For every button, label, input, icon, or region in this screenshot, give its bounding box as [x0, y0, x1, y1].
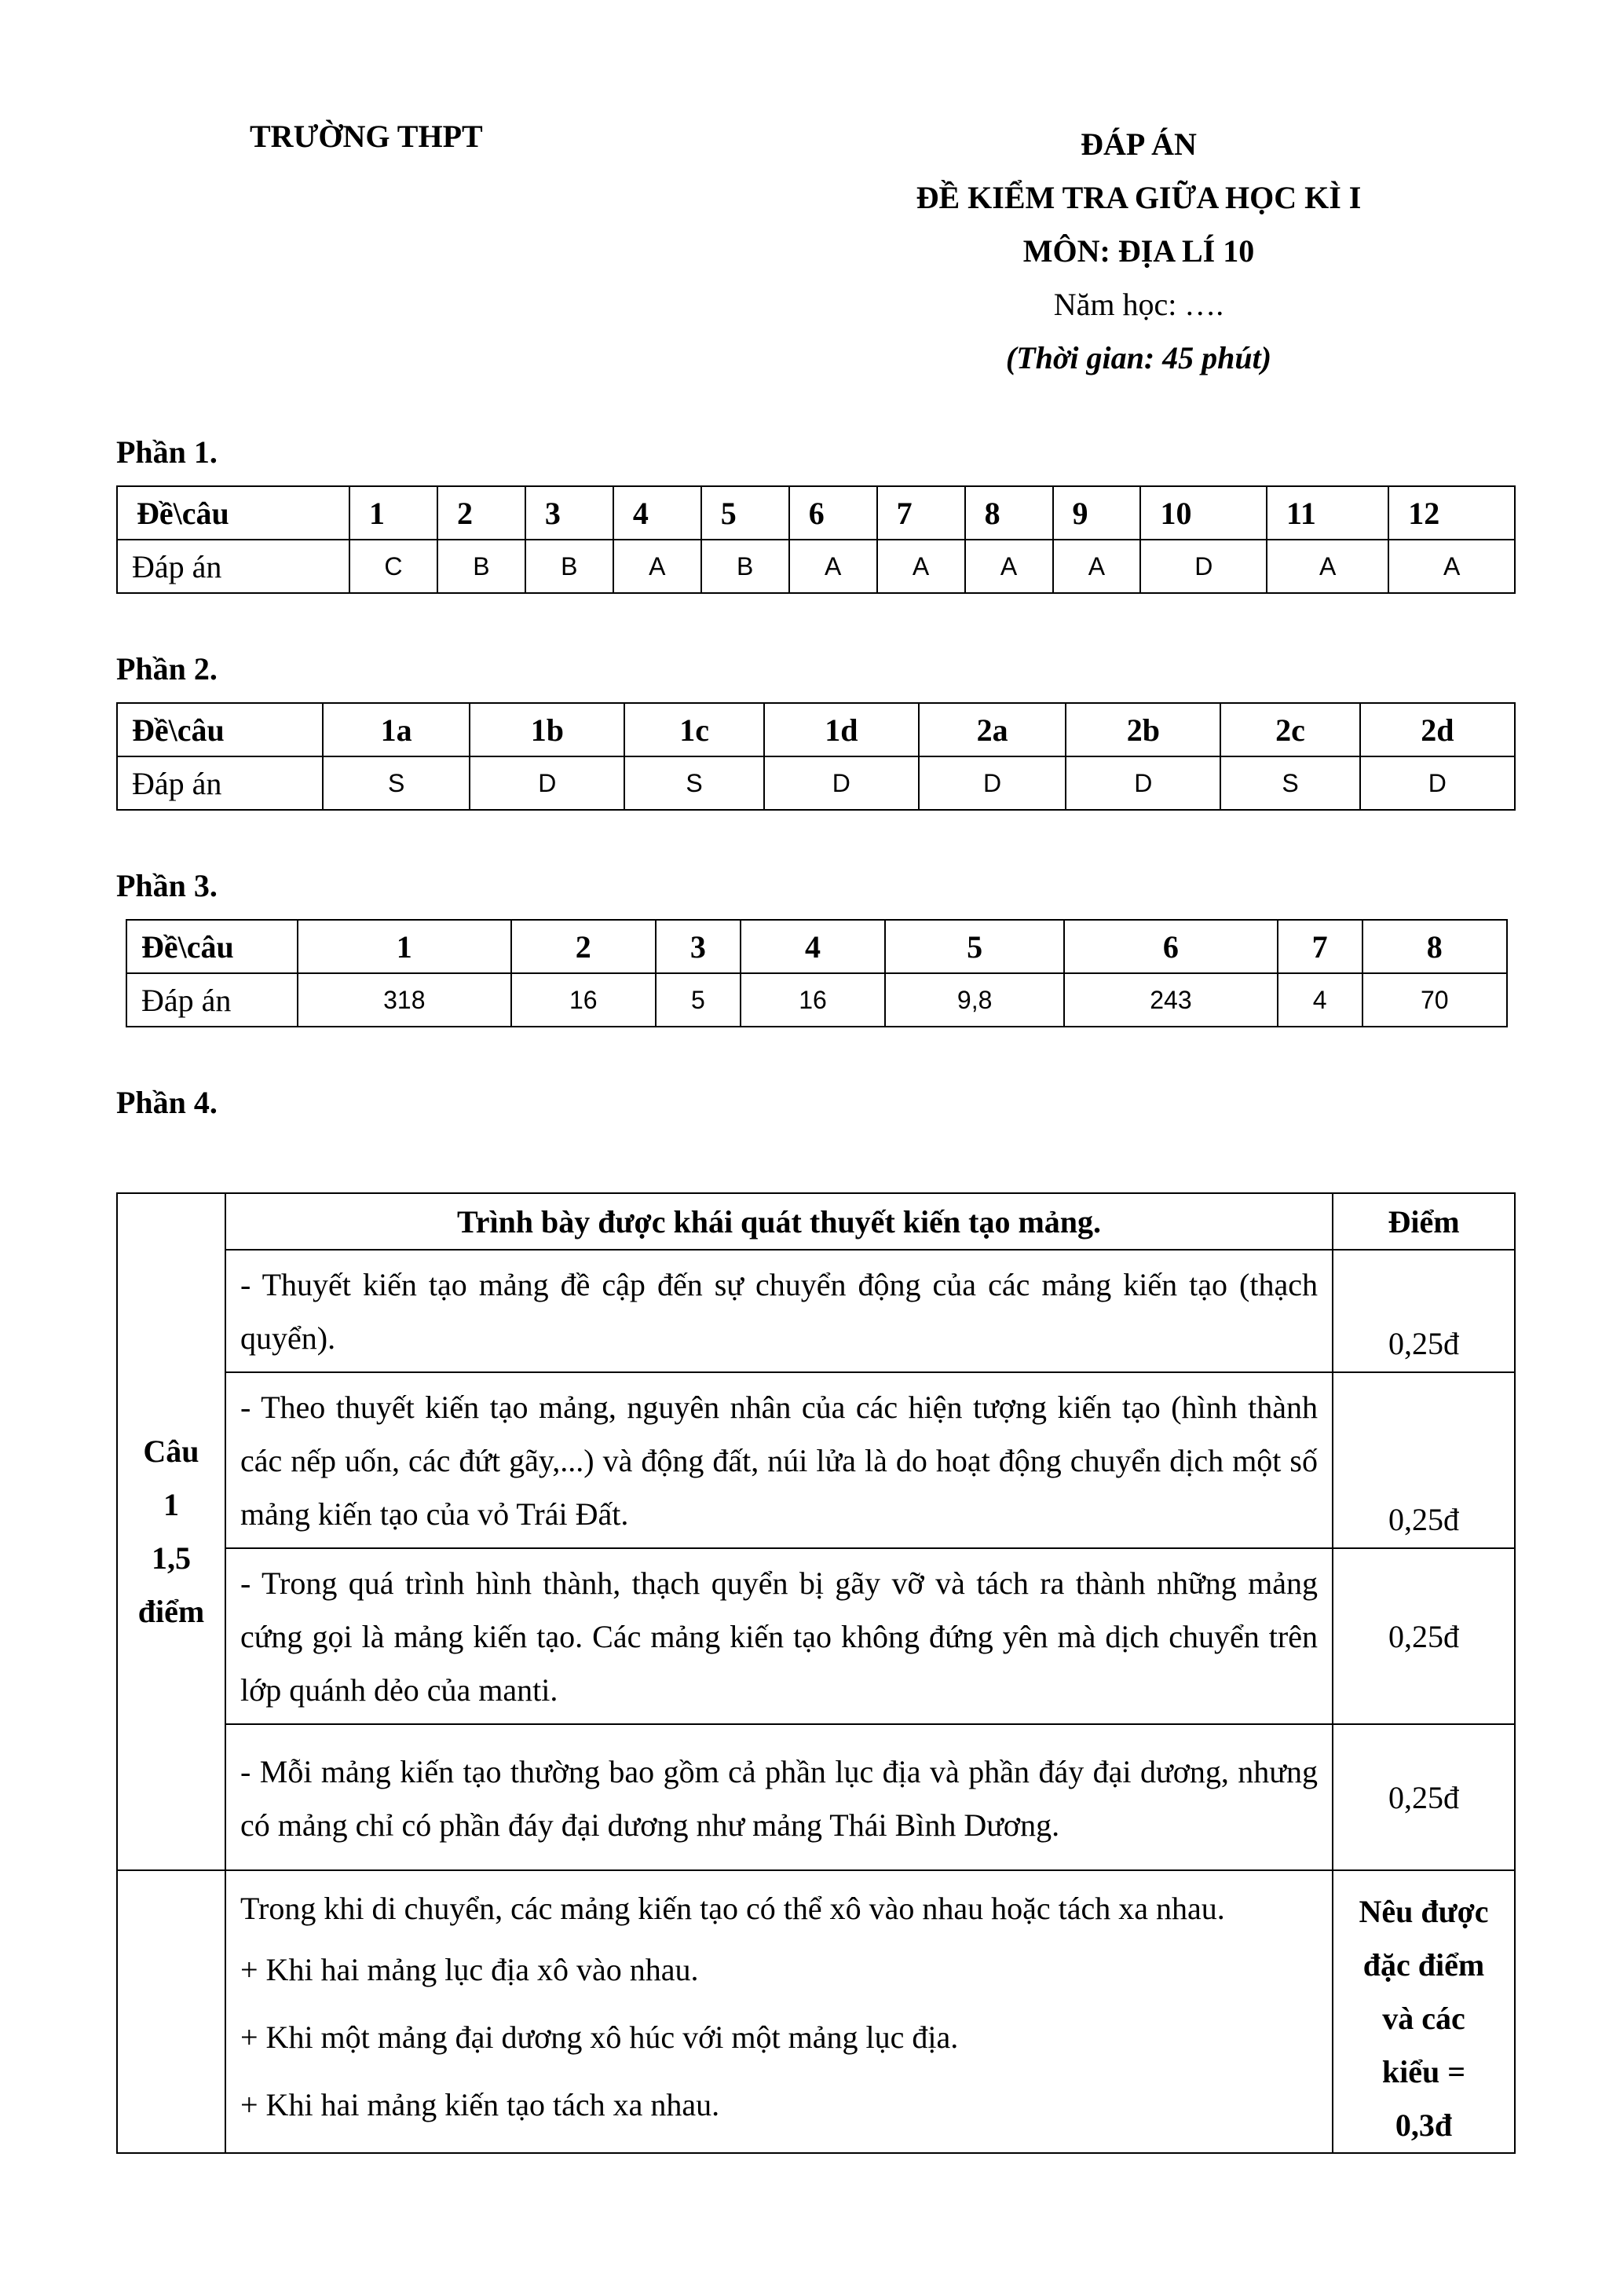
question-cell: 6: [1064, 920, 1278, 973]
answer-text: - Theo thuyết kiến tạo mảng, nguyên nhân của các hiện tượng kiến tạo (hình thành các nếp uốn, các đứt gãy,...) và động đất, núi lửa là do hoạt động chuyển dịch một số mảng kiến tạo của vỏ Trái Đất.: [225, 1372, 1333, 1548]
table-row: [117, 703, 1515, 756]
question-cell: 1b: [470, 703, 624, 756]
question-cell: 3: [656, 920, 741, 973]
movement-intro: Trong khi di chuyển, các mảng kiến tạo có thể xô vào nhau hoặc tách xa nhau.: [240, 1891, 1225, 1926]
question-cell: 9: [1053, 486, 1141, 540]
table-row: [126, 973, 1507, 1027]
answer-cell: S: [323, 756, 470, 810]
table-row: [126, 920, 1507, 973]
part3-title: Phần 3.: [116, 868, 218, 903]
answer-cell: B: [525, 540, 613, 593]
answer-cell: D: [764, 756, 919, 810]
movement-answer: [225, 1870, 1333, 2153]
question-cell: 2a: [919, 703, 1066, 756]
question-cell: 2: [511, 920, 656, 973]
answer-text: - Thuyết kiến tạo mảng đề cập đến sự chuyển động của các mảng kiến tạo (thạch quyển).: [225, 1250, 1333, 1372]
row-label-answers: Đáp án: [117, 756, 323, 810]
answer-cell: B: [437, 540, 525, 593]
doc-year: Năm học: ….: [1053, 287, 1224, 322]
question-cell: 1a: [323, 703, 470, 756]
table-row: [117, 1372, 1515, 1548]
question-cell: 2b: [1066, 703, 1220, 756]
table-row: [117, 1724, 1515, 1870]
points-cell: 0,25đ: [1333, 1372, 1515, 1548]
answer-cell: 16: [511, 973, 656, 1027]
question-cell: 7: [877, 486, 965, 540]
part1-table: [116, 485, 1516, 594]
points-note-line: 0,3đ: [1395, 2107, 1453, 2143]
row-label-questions: Đề\câu: [126, 920, 298, 973]
part3-table: [126, 919, 1508, 1027]
question-cell: 5: [885, 920, 1064, 973]
points-heading: Điểm: [1333, 1193, 1515, 1250]
question-cell: 2d: [1360, 703, 1515, 756]
question-cell: 10: [1140, 486, 1267, 540]
doc-subtitle: ĐỀ KIỂM TRA GIỮA HỌC KÌ I: [916, 180, 1362, 215]
answer-cell: D: [1360, 756, 1515, 810]
question-cell: 6: [789, 486, 877, 540]
question-label-line: Câu: [143, 1434, 199, 1469]
movement-item: + Khi một mảng đại dương xô húc với một mảng lục địa.: [240, 2020, 959, 2055]
answer-cell: 243: [1064, 973, 1278, 1027]
movement-item: + Khi hai mảng kiến tạo tách xa nhau.: [240, 2087, 720, 2122]
points-note-line: và các: [1382, 2001, 1465, 2036]
school-name: TRƯỜNG THPT: [250, 119, 483, 154]
answer-cell: C: [349, 540, 437, 593]
answer-cell: D: [1066, 756, 1220, 810]
table-row: [117, 756, 1515, 810]
doc-time: (Thời gian: 45 phút): [1005, 340, 1272, 375]
question-label-line: điểm: [137, 1594, 205, 1629]
question-cell: 8: [1362, 920, 1507, 973]
empty-label-cell: [117, 1870, 225, 2153]
row-label-questions: Đề\câu: [117, 486, 349, 540]
answer-cell: A: [877, 540, 965, 593]
points-cell: 0,25đ: [1333, 1250, 1515, 1372]
answer-cell: A: [613, 540, 701, 593]
answer-text: - Mỗi mảng kiến tạo thường bao gồm cả phần lục địa và phần đáy đại dương, nhưng có mảng chỉ có phần đáy đại dương như mảng Thái Bình Dương.: [225, 1724, 1333, 1870]
answer-cell: 16: [741, 973, 885, 1027]
question-1-label: [117, 1193, 225, 1870]
part1-title: Phần 1.: [116, 434, 218, 470]
table-row: [117, 540, 1515, 593]
question-cell: 7: [1278, 920, 1362, 973]
points-note-line: đặc điểm: [1362, 1947, 1485, 1983]
question-cell: 12: [1388, 486, 1515, 540]
question-cell: 3: [525, 486, 613, 540]
table-row: [117, 1250, 1515, 1372]
answer-cell: D: [470, 756, 624, 810]
movement-item: + Khi hai mảng lục địa xô vào nhau.: [240, 1952, 699, 1987]
question-cell: 1: [349, 486, 437, 540]
question-cell: 1d: [764, 703, 919, 756]
answer-cell: S: [624, 756, 763, 810]
answer-cell: A: [1053, 540, 1141, 593]
question-label-line: 1,5: [152, 1540, 191, 1576]
answer-cell: 4: [1278, 973, 1362, 1027]
part2-title: Phần 2.: [116, 651, 218, 687]
question-cell: 4: [741, 920, 885, 973]
answer-cell: 70: [1362, 973, 1507, 1027]
question-cell: 1: [298, 920, 511, 973]
points-note-line: Nêu được: [1359, 1894, 1489, 1929]
points-cell: 0,25đ: [1333, 1724, 1515, 1870]
answer-cell: A: [1267, 540, 1388, 593]
question-label-line: 1: [163, 1487, 179, 1522]
answer-cell: S: [1220, 756, 1359, 810]
row-label-questions: Đề\câu: [117, 703, 323, 756]
answer-cell: 9,8: [885, 973, 1064, 1027]
part4-table: [116, 1192, 1516, 2154]
answer-cell: D: [919, 756, 1066, 810]
answer-cell: B: [701, 540, 789, 593]
doc-title: ĐÁP ÁN: [1081, 126, 1197, 162]
row-label-answers: Đáp án: [117, 540, 349, 593]
answer-cell: 318: [298, 973, 511, 1027]
table-row: [117, 486, 1515, 540]
question-1-heading: Trình bày được khái quát thuyết kiến tạo mảng.: [225, 1193, 1333, 1250]
question-cell: 8: [965, 486, 1053, 540]
answer-cell: A: [965, 540, 1053, 593]
table-row: [117, 1870, 1515, 2153]
answer-cell: 5: [656, 973, 741, 1027]
question-cell: 5: [701, 486, 789, 540]
points-cell: 0,25đ: [1333, 1548, 1515, 1724]
question-cell: 1c: [624, 703, 763, 756]
answer-text: - Trong quá trình hình thành, thạch quyển bị gãy vỡ và tách ra thành những mảng cứng gọi là mảng kiến tạo. Các mảng kiến tạo không đứng yên mà dịch chuyển trên lớp quánh dẻo của manti.: [225, 1548, 1333, 1724]
document-header: [840, 118, 1437, 385]
row-label-answers: Đáp án: [126, 973, 298, 1027]
question-cell: 4: [613, 486, 701, 540]
answer-cell: A: [789, 540, 877, 593]
question-cell: 11: [1267, 486, 1388, 540]
doc-subject: MÔN: ĐỊA LÍ 10: [1022, 233, 1255, 269]
question-cell: 2: [437, 486, 525, 540]
table-row: [117, 1193, 1515, 1250]
table-row: [117, 1548, 1515, 1724]
part2-table: [116, 702, 1516, 811]
question-cell: 2c: [1220, 703, 1359, 756]
part4-title: Phần 4.: [116, 1085, 218, 1120]
answer-cell: D: [1140, 540, 1267, 593]
movement-points: [1333, 1870, 1515, 2153]
answer-cell: A: [1388, 540, 1515, 593]
points-note-line: kiểu =: [1381, 2054, 1466, 2089]
